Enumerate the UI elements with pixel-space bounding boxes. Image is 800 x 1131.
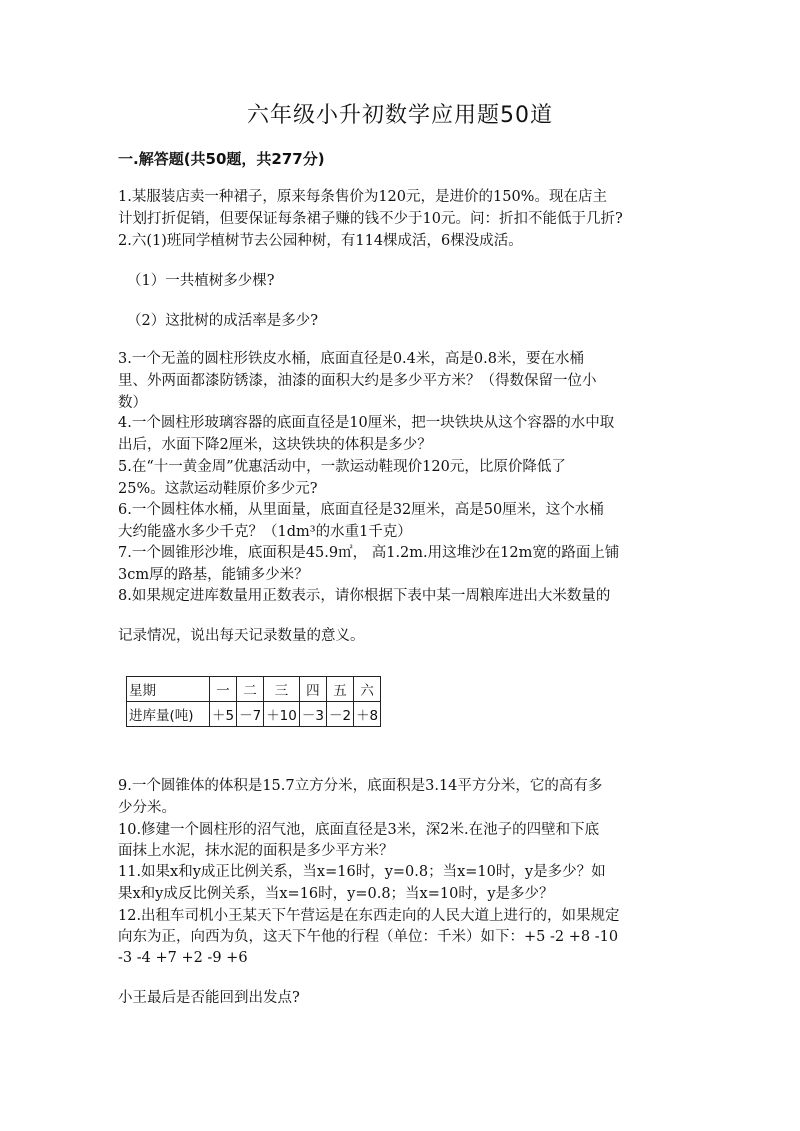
- problem-line: 1.某服装店卖一种裙子，原来每条售价为120元，是进价的150%。现在店主: [118, 189, 607, 205]
- problem-line: 12.出租车司机小王某天下午营运是在东西走向的人民大道上进行的，如果规定: [118, 908, 620, 924]
- problem-line: 出后，水面下降2厘米，这块铁块的体积是多少？: [118, 437, 432, 453]
- problem-line: （2）这批树的成活率是多少?: [127, 313, 318, 329]
- table-cell: 一: [210, 677, 237, 702]
- table-cell: 五: [326, 677, 353, 702]
- problem-line: 10.修建一个圆柱形的沼气池，底面直径是3米，深2米.在池子的四壁和下底: [118, 822, 600, 838]
- problem-line: （1）一共植树多少棵?: [127, 273, 275, 289]
- problem-line: 里、外两面都漆防锈漆，油漆的面积大约是多少平方米？（得数保留一位小: [118, 373, 597, 389]
- table-cell: －3: [299, 702, 326, 727]
- table-cell: 进库量(吨): [127, 702, 210, 727]
- problem-line: 7.一个圆锥形沙堆，底面积是45.9㎡， 高1.2m.用这堆沙在12m宽的路面上铺: [118, 545, 620, 561]
- problem-line: 果x和y成反比例关系，当x=16时，y=0.8；当x=10时，y是多少？: [118, 886, 554, 902]
- problem-line: 8.如果规定进库数量用正数表示，请你根据下表中某一周粮库进出大米数量的: [118, 588, 611, 604]
- table-cell: 星期: [127, 677, 210, 702]
- problem-line: 6.一个圆柱体水桶，从里面量，底面直径是32厘米，高是50厘米，这个水桶: [118, 502, 604, 518]
- table-cell: 四: [299, 677, 326, 702]
- problem-line: 记录情况，说出每天记录数量的意义。: [118, 628, 365, 644]
- grain-record-table: [126, 676, 381, 727]
- table-cell: ＋10: [264, 702, 300, 727]
- table-cell: ＋8: [354, 702, 381, 727]
- table-cell: 三: [264, 677, 300, 702]
- problem-line: 面抹上水泥，抹水泥的面积是多少平方米？: [118, 843, 394, 859]
- table-row: [127, 702, 381, 727]
- problem-line: 大约能盛水多少千克？（1dm³的水重1千克）: [118, 524, 412, 540]
- table-cell: 二: [237, 677, 264, 702]
- table-cell: －7: [237, 702, 264, 727]
- problem-line: 计划打折促销，但要保证每条裙子赚的钱不少于10元。问：折扣不能低于几折?: [118, 211, 623, 227]
- problem-line: 向东为正，向西为负，这天下午他的行程（单位：千米）如下：+5 -2 +8 -10: [118, 929, 619, 945]
- problem-line: 9.一个圆锥体的体积是15.7立方分米，底面积是3.14平方分米，它的高有多: [118, 778, 603, 794]
- problem-line: 2.六(1)班同学植树节去公园种树，有114棵成活，6棵没成活。: [118, 233, 523, 249]
- problem-line: 25%。这款运动鞋原价多少元?: [118, 481, 318, 497]
- problem-line: -3 -4 +7 +2 -9 +6: [118, 950, 248, 966]
- page-title: 六年级小升初数学应用题50道: [247, 103, 553, 128]
- problem-line: 小王最后是否能回到出发点?: [118, 990, 300, 1006]
- problem-line: 3.一个无盖的圆柱形铁皮水桶，底面直径是0.4米，高是0.8米，要在水桶: [118, 351, 584, 367]
- table-cell: 六: [354, 677, 381, 702]
- table-cell: －2: [326, 702, 353, 727]
- table-row: [127, 677, 381, 702]
- problem-line: 3cm厚的路基，能铺多少米？: [118, 567, 309, 583]
- table-cell: ＋5: [210, 702, 237, 727]
- section-heading: 一.解答题(共50题，共277分): [118, 150, 325, 168]
- problem-line: 5.在“十一黄金周”优惠活动中，一款运动鞋现价120元，比原价降低了: [118, 459, 566, 475]
- problem-line: 11.如果x和y成正比例关系，当x=16时，y=0.8；当x=10时，y是多少？如: [118, 864, 606, 880]
- problem-line: 少分米。: [118, 800, 176, 816]
- problem-line: 数）: [118, 395, 147, 411]
- problem-line: 4.一个圆柱形玻璃容器的底面直径是10厘米，把一块铁块从这个容器的水中取: [118, 415, 615, 431]
